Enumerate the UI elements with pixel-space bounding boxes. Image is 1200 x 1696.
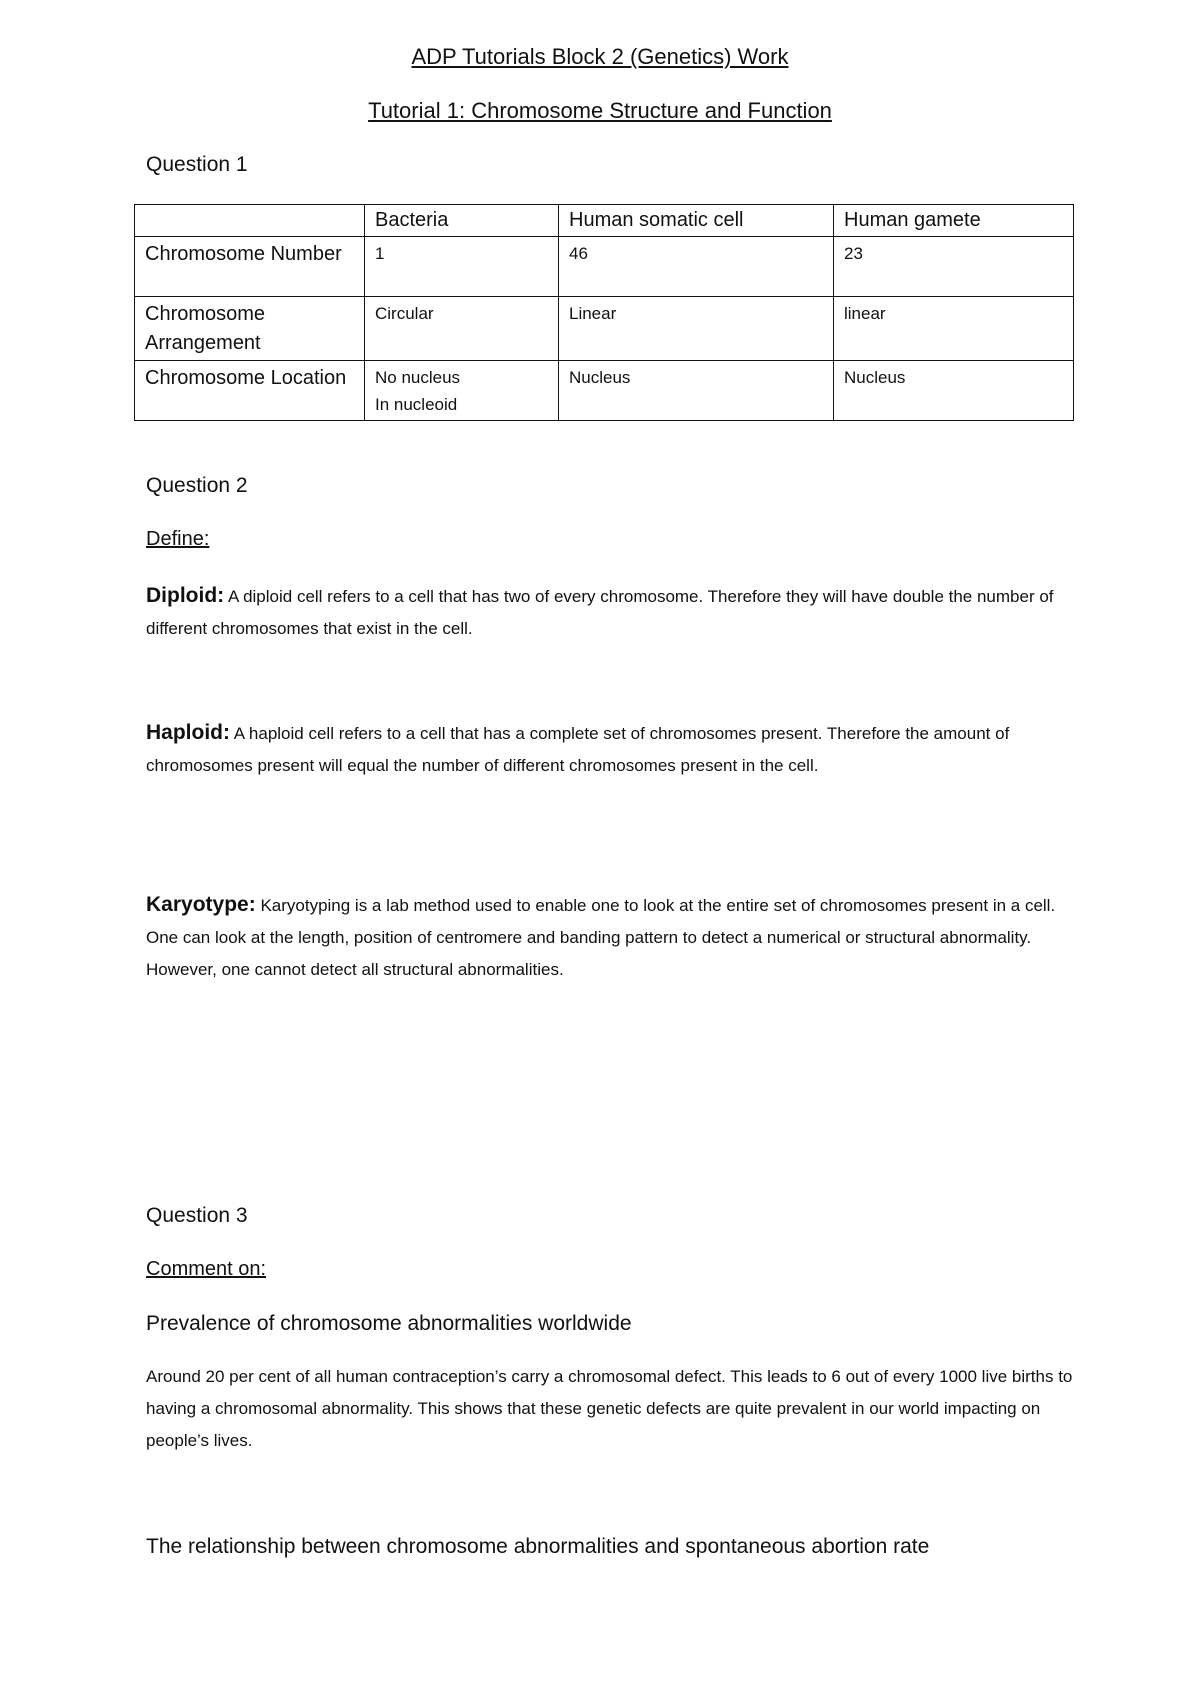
table-cell: Nucleus: [834, 361, 1074, 421]
table-row: [135, 297, 1074, 361]
term-karyotype: Karyotype:: [146, 893, 256, 916]
tutorial-title: Tutorial 1: Chromosome Structure and Function: [368, 98, 832, 123]
topic-prevalence-title: Prevalence of chromosome abnormalities worldwide: [146, 1312, 632, 1335]
table-cell: 46: [559, 237, 834, 297]
question-3-heading: Question 3: [146, 1204, 248, 1227]
table-cell: Linear: [559, 297, 834, 361]
define-label: Define:: [146, 528, 210, 550]
column-header-bacteria: Bacteria: [365, 205, 559, 237]
table-cell: linear: [834, 297, 1074, 361]
row-label: Chromosome Location: [135, 361, 365, 421]
row-label: Chromosome Number: [135, 237, 365, 297]
table-cell: Nucleus: [559, 361, 834, 421]
topic-prevalence-text: Around 20 per cent of all human contraception’s carry a chromosomal defect. This leads to 6 out of every 1000 live births to having a chromosomal abnormality. This shows that these genetic defects are quite prevalent in our world impacting on people’s lives.: [146, 1367, 1073, 1450]
column-header-somatic: Human somatic cell: [559, 205, 834, 237]
comment-on-label: Comment on:: [146, 1258, 267, 1280]
topic-abortion-title: The relationship between chromosome abnormalities and spontaneous abortion rate: [146, 1535, 930, 1558]
table-cell: Circular: [365, 297, 559, 361]
definition-diploid: [146, 580, 1076, 645]
table-header-row: [135, 205, 1074, 237]
definition-text: A diploid cell refers to a cell that has two of every chromosome. Therefore they will have double the number of different chromosomes that exist in the cell.: [146, 587, 1054, 638]
term-diploid: Diploid:: [146, 584, 225, 607]
document-title: ADP Tutorials Block 2 (Genetics) Work: [411, 44, 789, 69]
definition-text: A haploid cell refers to a cell that has a complete set of chromosomes present. Therefore the amount of chromosomes present will equal the number of different chromosomes present in the cell.: [146, 724, 1010, 775]
chromosome-comparison-table: [134, 204, 1074, 421]
table-cell: [365, 361, 559, 421]
table-cell: 1: [365, 237, 559, 297]
definition-text: Karyotyping is a lab method used to enable one to look at the entire set of chromosomes present in a cell. One can look at the length, position of centromere and banding pattern to detect a numerical or structural abnormality. However, one cannot detect all structural abnormalities.: [146, 896, 1056, 979]
column-header-gamete: Human gamete: [834, 205, 1074, 237]
table-row: [135, 237, 1074, 297]
definition-haploid: [146, 717, 1076, 782]
definition-karyotype: [146, 889, 1076, 986]
row-label: Chromosome Arrangement: [135, 297, 365, 361]
question-1-heading: Question 1: [146, 153, 248, 176]
table-corner-cell: [135, 205, 365, 237]
term-haploid: Haploid:: [146, 721, 230, 744]
question-2-heading: Question 2: [146, 474, 248, 497]
cell-line: No nucleus: [375, 368, 461, 387]
table-cell: 23: [834, 237, 1074, 297]
cell-line: In nucleoid: [375, 395, 458, 414]
table-row: [135, 361, 1074, 421]
